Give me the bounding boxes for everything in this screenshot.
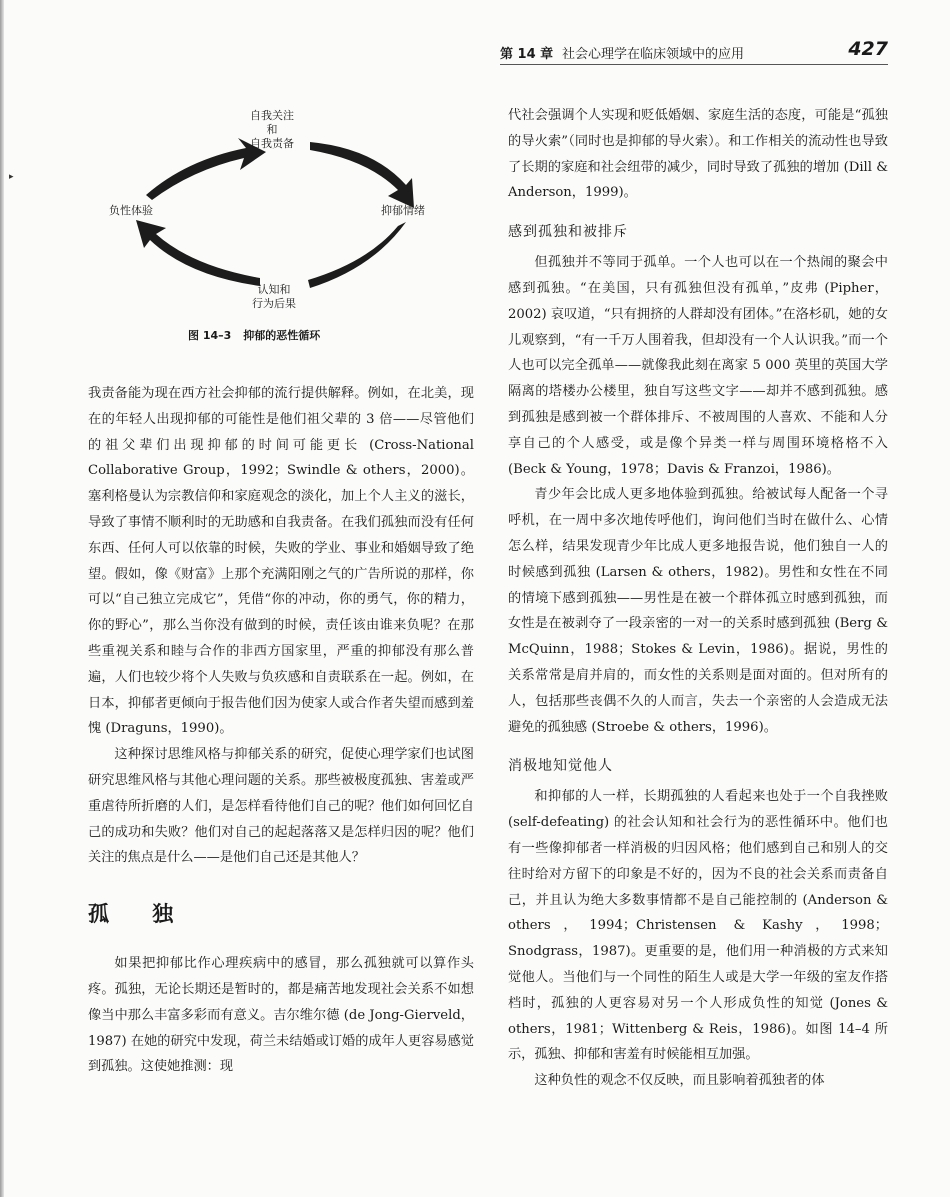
paragraph: 我责备能为现在西方社会抑郁的流行提供解释。例如，在北美，现在的年轻人出现抑郁的可能性是他们祖父辈的 3 倍——尽管他们的祖父辈们出现抑郁的时间可能更长 (Cross-National Collaborative Group，1992；Swindle & others，2000)。塞利格曼认为宗教信仰和家庭观念的淡化，加上个人主义的滋长，导致了事情不顺利时的无助感和自我责备。在我们孤独而没有任何东西、任何人可以依靠的时候，失败的学业、事业和婚姻导致了绝望。假如，像《财富》上那个充满阳刚之气的广告所说的那样，你可以“自己独立完成它”，凭借“你的冲动，你的勇气，你的精力，你的野心”，那么当你没有做到的时候，责任该由谁来负呢？在那些重视关系和睦与合作的非西方国家里，严重的抑郁没有那么普遍，人们也较少将个人失败与负疚感和自责联系在一起。例如，在日本，抑郁者更倾向于报告他们因为使家人或合作者失望而感到羞愧 (Draguns，1990)。 bbox=[88, 386, 474, 737]
arrow-top-right bbox=[310, 142, 414, 208]
node-self-focus-line1: 自我关注 bbox=[250, 109, 294, 122]
header-rule bbox=[500, 64, 888, 65]
subheading-feeling-lonely: 感到孤独和被排斥 bbox=[508, 224, 628, 241]
node-self-focus bbox=[240, 109, 304, 151]
section-heading-loneliness: 孤 独 bbox=[88, 902, 192, 927]
chapter-title: 社会心理学在临床领域中的应用 bbox=[562, 47, 745, 62]
figure-caption bbox=[188, 327, 320, 343]
margin-mark: ▸ bbox=[9, 172, 14, 182]
node-self-focus-line2: 和 bbox=[266, 123, 278, 136]
paragraph: 和抑郁的人一样，长期孤独的人看起来也处于一个自我挫败 (self-defeating) 的社会认知和社会行为的恶性循环中。他们也有一些像抑郁者一样消极的归因风格；他们感到自己和别人的交往时给对方留下的印象是不好的，因为不良的社会关系而责备自己，并且认为绝大多数事情都不是自己能控制的 (Anderson & others，1994；Christensen & Kashy，1998；Snodgrass，1987)。更重要的是，他们用一种消极的方式来知觉他人。当他们与一个同性的陌生人或是大学一年级的室友作搭档时，孤独的人更容易对另一个人形成负性的知觉 (Jones & others，1981；Wittenberg & Reis，1986)。如图 14–4 所示，孤独、抑郁和害羞有时候能相互加强。 bbox=[508, 789, 888, 1063]
paragraph: 如果把抑郁比作心理疾病中的感冒，那么孤独就可以算作头疼。孤独，无论长期还是暂时的，都是痛苦地发现社会关系不如想像当中那么丰富多彩而有意义。吉尔维尔德 (de Jong-Gierveld，1987) 在她的研究中发现，荷兰未结婚或订婚的成年人更容易感觉到孤独。这使她推测：现 bbox=[88, 956, 474, 1075]
paragraph: 代社会强调个人实现和贬低婚姻、家庭生活的态度，可能是“孤独的导火索”（同时也是抑郁的导火索）。和工作相关的流动性也导致了长期的家庭和社会纽带的减少，同时导致了孤独的增加 (Dill & Anderson，1999)。 bbox=[508, 108, 888, 201]
node-self-focus-line3: 自我责备 bbox=[250, 137, 294, 150]
page-binding-edge bbox=[0, 0, 4, 1197]
left-column bbox=[88, 381, 474, 1080]
running-header bbox=[500, 38, 888, 64]
arrow-bottom-left bbox=[136, 220, 260, 286]
arrow-bottom-right bbox=[308, 222, 406, 288]
figure-14-3 bbox=[88, 100, 468, 355]
figure-caption-text: 抑郁的恶性循环 bbox=[243, 329, 321, 342]
paragraph: 但孤独并不等同于孤单。一个人也可以在一个热闹的聚会中感到孤独。“在美国，只有孤独但没有孤单，”皮弗 (Pipher，2002) 哀叹道，“只有拥挤的人群却没有团体。”在洛杉矶，她的女儿观察到，“有一千万人围着我，但却没有一个人认识我。”而一个人也可以完全孤单——就像我此刻在离家 5 000 英里的英国大学隔离的塔楼办公楼里，独自写这些文字——却并不感到孤独。感到孤独是感到被一个群体排斥、不被周围的人喜欢、不能和人分享自己的个人感受，或是像个异类一样与周围环境格格不入 (Beck & Young，1978；Davis & Franzoi，1986)。 bbox=[508, 255, 888, 477]
paragraph: 这种负性的观念不仅反映，而且影响着孤独者的体 bbox=[534, 1073, 825, 1089]
chapter-number: 第 14 章 bbox=[500, 47, 554, 62]
node-consequences-line2: 行为后果 bbox=[252, 297, 296, 310]
paragraph: 这种探讨思维风格与抑郁关系的研究，促使心理学家们也试图研究思维风格与其他心理问题的关系。那些被极度孤独、害羞或严重虐待所折磨的人们，是怎样看待他们自己的呢？他们如何回忆自己的成功和失败？他们对自己的起起落落又是怎样归因的呢？他们关注的焦点是什么——是他们自己还是其他人？ bbox=[88, 747, 474, 866]
node-consequences bbox=[238, 283, 310, 311]
subheading-negative-perception: 消极地知觉他人 bbox=[508, 758, 613, 775]
right-column bbox=[508, 103, 888, 1094]
paragraph: 青少年会比成人更多地体验到孤独。给被试每人配备一个寻呼机，在一周中多次地传呼他们，询问他们当时在做什么、心情怎么样，结果发现青少年比成人更多地报告说，他们独自一人的时候感到孤独 (Larsen & others，1982)。男性和女性在不同的情境下感到孤独——男性是在被一个群体孤立时感到孤独，而女性是在被剥夺了一段亲密的一对一的关系时感到孤独 (Berg & McQuinn，1988；Stokes & Levin，1986)。据说，男性的关系常常是肩并肩的，而女性的关系则是面对面的。但对所有的人，包括那些丧偶不久的人而言，失去一个亲密的人会造成无法避免的孤独感 (Stroebe & others，1996)。 bbox=[508, 487, 888, 735]
page-number: 427 bbox=[848, 38, 888, 60]
node-negative-experience: 负性体验 bbox=[109, 204, 153, 217]
node-depressed-mood: 抑郁情绪 bbox=[381, 204, 425, 217]
node-consequences-line1: 认知和 bbox=[257, 283, 291, 296]
figure-caption-number: 图 14–3 bbox=[188, 329, 232, 342]
